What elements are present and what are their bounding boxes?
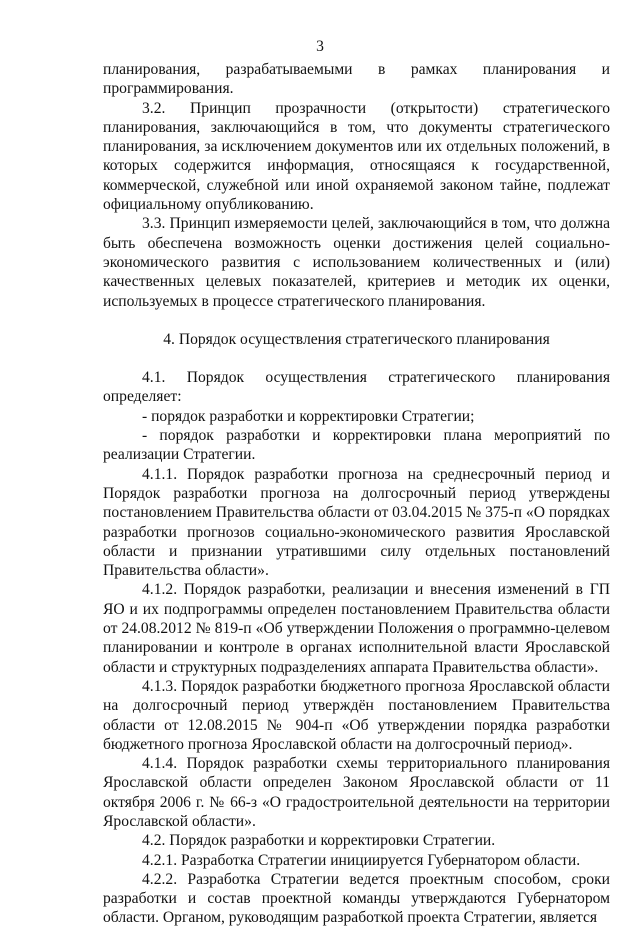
paragraph-3-3: 3.3. Принцип измеряемости целей, заключающийся в том, что должна быть обеспечена возможность оценки достижения целей социально-экономического развития с использованием количественных и (или) качественных целевых показателей, критериев и методик их оценки, используемых в процессе стратегического планирования. (103, 215, 610, 310)
paragraph-4-2-1: 4.2.1. Разработка Стратегии инициируется Губернатором области. (142, 851, 581, 869)
paragraph-continuation: планирования, разрабатываемыми в рамках планирования и программирования. (103, 61, 610, 98)
list-item-plan: - порядок разработки и корректировки плана мероприятий по реализации Стратегии. (103, 427, 610, 464)
paragraph-4-1-4: 4.1.4. Порядок разработки схемы территориального планирования Ярославской области определен Законом Ярославской области от 11 октября 2006 г. № 66-з «О градостроительной деятельности на территории Ярославской области». (103, 755, 610, 830)
paragraph-3-2: 3.2. Принцип прозрачности (открытости) стратегического планирования, заключающийся в том, что документы стратегического планирования, за исключением документов или их отдельных положений, в которых содержится информация, относящаяся к государственной, коммерческой, служебной или иной охраняемой законом тайне, подлежат официальному опубликованию. (103, 99, 610, 214)
list-item-strategy: - порядок разработки и корректировки Стратегии; (142, 407, 475, 425)
document-body (103, 60, 610, 928)
page-number: 3 (316, 38, 324, 55)
paragraph-4-2: 4.2. Порядок разработки и корректировки Стратегии. (142, 832, 496, 850)
paragraph-4-1-3: 4.1.3. Порядок разработки бюджетного прогноза Ярославской области на долгосрочный период утверждён постановлением Правительства области от 12.08.2015 № 904-п «Об утверждении порядка разработки бюджетного прогноза Ярославской области на долгосрочный период». (103, 677, 610, 753)
paragraph-4-1-2: 4.1.2. Порядок разработки, реализации и внесения изменений в ГП ЯО и их подпрограммы определен постановлением Правительства области от 24.08.2012 № 819-п «Об утверждении Положения о программно-целевом планировании и контроле в органах исполнительной власти Ярославской области и структурных подразделениях аппарата Правительства области». (103, 581, 610, 676)
section-heading: 4. Порядок осуществления стратегического планирования (163, 330, 550, 348)
paragraph-4-1-1: 4.1.1. Порядок разработки прогноза на среднесрочный период и Порядок разработки прогноза на долгосрочный период утверждены постановлением Правительства области от 03.04.2015 № 375-п «О порядках разработки прогнозов социально-экономического развития Ярославской области и признании утратившими силу отдельных постановлений Правительства области». (103, 465, 610, 580)
paragraph-4-2-2: 4.2.2. Разработка Стратегии ведется проектным способом, сроки разработки и состав проектной команды утверждаются Губернатором области. Органом, руководящим разработкой проекта Стратегии, является (103, 870, 610, 927)
paragraph-4-1: 4.1. Порядок осуществления стратегического планирования определяет: (103, 369, 610, 406)
